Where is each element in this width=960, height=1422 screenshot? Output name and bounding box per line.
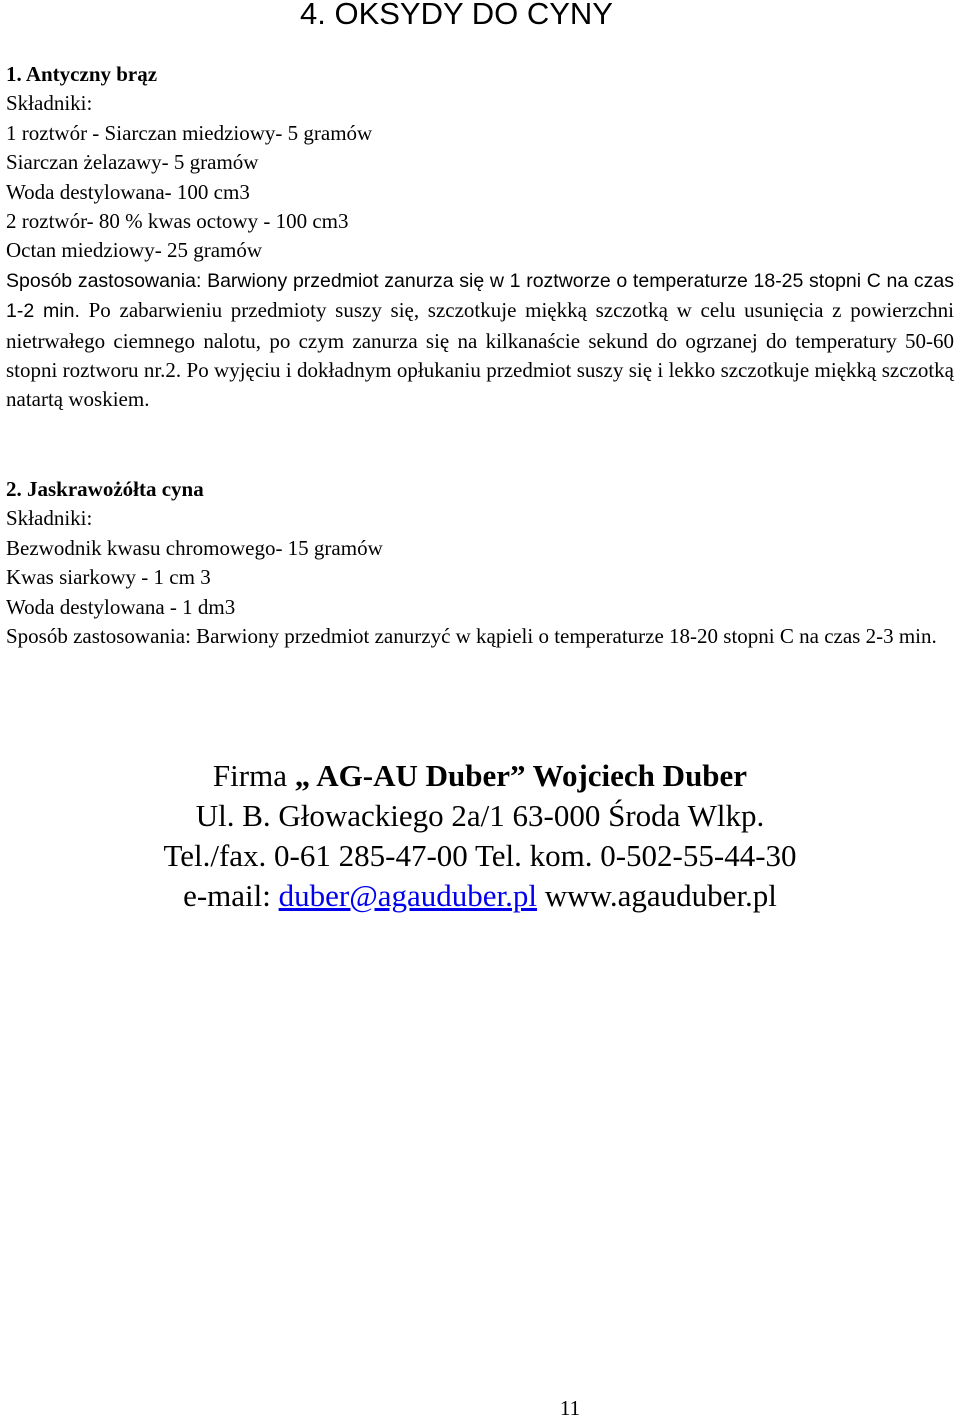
company-contact-line <box>0 876 960 916</box>
usage-serif-text: Po zabarwieniu przedmioty suszy się, szczotkuje miękką szczotką w celu usunięcia z powierzchni nietrwałego ciemnego nalotu, po czym zanurza się na kilkanaście sekund do ogrzanej do temperatury 50-60 stopni roztworu nr.2. Po wyjęciu i dokładnym opłukaniu przedmiot suszy się i lekko szczotkuje miękką szczotką natartą woskiem. <box>6 298 954 412</box>
firm-name: „ AG-AU Duber” Wojciech Duber <box>294 758 748 793</box>
page-number: 11 <box>559 1396 581 1420</box>
recipe-bright-yellow-tin <box>6 475 954 651</box>
ingredients-label: Składniki: <box>6 506 93 531</box>
ingredient-line: Octan miedziowy- 25 gramów <box>6 238 263 263</box>
ingredient-line: 2 roztwór- 80 % kwas octowy - 100 cm3 <box>6 209 349 234</box>
company-footer <box>0 756 960 916</box>
recipe-antique-bronze <box>6 60 954 415</box>
website-text: www.agauduber.pl <box>537 878 777 913</box>
ingredient-line: Kwas siarkowy - 1 cm 3 <box>6 565 211 590</box>
ingredient-line: Woda destylowana - 1 dm3 <box>6 594 236 619</box>
ingredient-line: Woda destylowana- 100 cm3 <box>6 179 250 204</box>
firm-prefix: Firma <box>212 758 295 793</box>
usage-paragraph <box>6 266 954 415</box>
page-title: 4. OKSYDY DO CYNY <box>300 0 613 31</box>
recipe-heading: 1. Antyczny brąz <box>6 62 158 86</box>
company-name-line <box>0 756 960 796</box>
usage-sans-text: Sposób zastosowania: Barwiony przedmiot zanurza się w 1 roztworze o temperaturze 18-25 stopni C na czas 1-2 min. <box>6 269 954 323</box>
ingredient-line: Bezwodnik kwasu chromowego- 15 gramów <box>6 535 383 560</box>
ingredient-line: 1 roztwór - Siarczan miedziowy- 5 gramów <box>6 120 373 145</box>
email-link[interactable]: duber@agauduber.pl <box>278 878 538 913</box>
ingredient-line: Siarczan żelazawy- 5 gramów <box>6 150 259 175</box>
recipe-heading: 2. Jaskrawożółta cyna <box>6 477 204 501</box>
email-label: e-mail: <box>183 878 279 913</box>
company-phone: Tel./fax. 0-61 285-47-00 Tel. kom. 0-502-55-44-30 <box>163 838 797 873</box>
ingredients-label: Składniki: <box>6 91 93 116</box>
usage-paragraph: Sposób zastosowania: Barwiony przedmiot zanurzyć w kąpieli o temperaturze 18-20 stopni C na czas 2-3 min. <box>6 624 937 649</box>
company-address: Ul. B. Głowackiego 2a/1 63-000 Środa Wlkp. <box>195 798 765 833</box>
